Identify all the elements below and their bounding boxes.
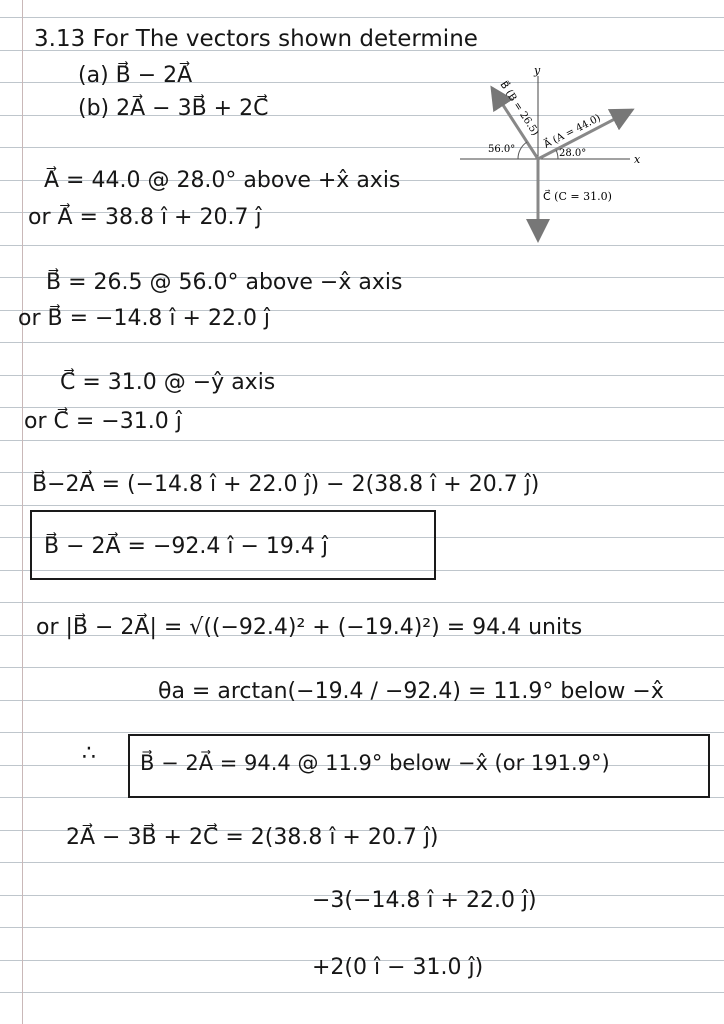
vector-a-angle-arc [556,150,558,159]
part-b-statement: (b) 2A⃗ − 3B⃗ + 2C⃗ [78,96,269,121]
part-a-statement: (a) B⃗ − 2A⃗ [78,63,193,88]
vector-b-components: or B⃗ = −14.8 î + 22.0 ĵ [18,306,271,331]
vector-a-polar: A⃗ = 44.0 @ 28.0° above +x̂ axis [44,168,401,193]
vector-b-polar: B⃗ = 26.5 @ 56.0° above −x̂ axis [46,270,403,295]
y-axis-label: y [534,64,541,77]
ruled-line [0,992,724,993]
margin-line [22,0,23,1024]
vector-b-angle-arc [518,142,527,159]
ruled-line [0,927,724,928]
ruled-line [0,440,724,441]
vector-diagram [440,64,660,254]
vector-a-label: A⃗ (A = 44.0) [542,112,603,151]
vector-c-polar: C⃗ = 31.0 @ −ŷ axis [60,370,276,395]
part-a-result-polar: B⃗ − 2A⃗ = 94.4 @ 11.9° below −x̂ (or 191.9°) [140,751,610,775]
part-b-line-3: +2(0 î − 31.0 ĵ) [312,955,484,980]
ruled-line [0,407,724,408]
vector-c-components: or C⃗ = −31.0 ĵ [24,409,182,434]
vector-c-label: C⃗ (C = 31.0) [543,190,612,203]
ruled-line [0,505,724,506]
therefore-symbol: ∴ [82,741,96,766]
part-a-expansion: B⃗−2A⃗ = (−14.8 î + 22.0 ĵ) − 2(38.8 î + 20.7 ĵ) [32,472,540,497]
part-a-magnitude: or |B⃗ − 2A⃗| = √((−92.4)² + (−19.4)²) = 94.4 units [36,615,583,640]
ruled-line [0,862,724,863]
x-axis-label: x [634,153,641,166]
vector-b-label: B⃗ (B = 26.5) [497,79,541,138]
ruled-line [0,667,724,668]
part-a-angle: θa = arctan(−19.4 / −92.4) = 11.9° below −x̂ [158,679,664,704]
ruled-line [0,732,724,733]
part-a-result-components: B⃗ − 2A⃗ = −92.4 î − 19.4 ĵ [44,534,329,559]
ruled-line [0,342,724,343]
ruled-line [0,17,724,18]
part-b-line-2: −3(−14.8 î + 22.0 ĵ) [312,888,537,913]
vector-a-angle-label: 28.0° [559,148,587,159]
vector-a-components: or A⃗ = 38.8 î + 20.7 ĵ [28,205,262,230]
ruled-line [0,602,724,603]
vector-b-angle-label: 56.0° [488,144,516,155]
part-b-line-1: 2A⃗ − 3B⃗ + 2C⃗ = 2(38.8 î + 20.7 ĵ) [66,825,439,850]
problem-header: 3.13 For The vectors shown determine [34,26,478,52]
